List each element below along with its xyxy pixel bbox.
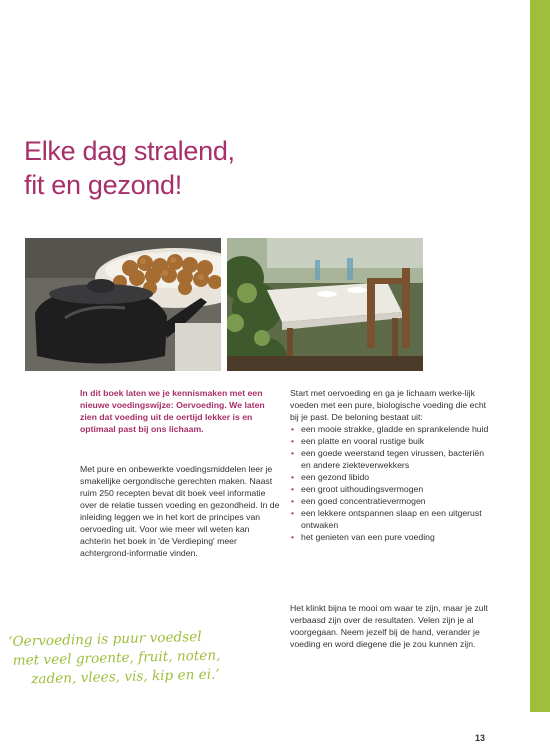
handwritten-quote bbox=[8, 626, 269, 690]
title-line-1: Elke dag stralend, bbox=[24, 136, 235, 166]
closing-paragraph: Het klinkt bijna te mooi om waar te zijn, maar je zult verbaasd zijn over de resultaten. Velen zijn je al voorgegaan. Neem jezelf bij de hand, verander je voeding en word diegene die je zou kunnen zijn. bbox=[290, 603, 488, 649]
benefit-item: • een platte en vooral rustige buik bbox=[290, 435, 495, 447]
quote-line-3: zaden, vlees, vis, kip en ei.’ bbox=[31, 666, 220, 688]
body-paragraph-left: Met pure en onbewerkte voedingsmiddelen leer je smakelijke oergondische gerechten maken. Naast ruim 250 recepten bevat dit boek veel informatie over de relatie tussen voeding en gezondheid. In de inleiding leggen we in het kort de principes van oervoeding uit. Voor wie meer wil weten kan achterin het boek in 'de Verdieping' meer achtergrond-informatie vinden. bbox=[80, 464, 280, 558]
title-line-2: fit en gezond! bbox=[24, 170, 182, 200]
intro-paragraph: In dit boek laten we je kennismaken met een nieuwe voedingswijze: Oervoeding. We laten zien dat voeding uit de oertijd lekker is en optimaal past bij ons lichaam. bbox=[80, 388, 265, 434]
benefit-item: • een groot uithoudingsvermogen bbox=[290, 483, 495, 495]
page-title bbox=[24, 134, 384, 202]
page-edge-green-bar bbox=[530, 0, 550, 712]
benefit-item: • een mooie strakke, gladde en sprankelende huid bbox=[290, 423, 495, 435]
benefits-lead: Start met oervoeding en ga je lichaam werke-lijk voeden met een pure, biologische voeding die echt bij je past. De beloning bestaat uit: bbox=[290, 388, 487, 422]
benefit-item: • een gezond libido bbox=[290, 471, 495, 483]
benefit-item: • een lekkere ontspannen slaap en een uitgerust ontwaken bbox=[290, 507, 495, 531]
body-column-right bbox=[290, 387, 495, 543]
quote-line-2: met veel groente, fruit, noten, bbox=[12, 647, 221, 669]
benefit-item: • een goede weerstand tegen virussen, bacteriën en andere ziekteverwekkers bbox=[290, 447, 495, 471]
benefit-item: • het genieten van een pure voeding bbox=[290, 531, 495, 543]
benefits-list bbox=[290, 423, 495, 543]
photo-teapot-walnuts bbox=[25, 238, 221, 371]
photo-garden-table bbox=[227, 238, 423, 371]
benefit-item: • een goed concentratievermogen bbox=[290, 495, 495, 507]
page-number: 13 bbox=[475, 733, 486, 743]
quote-line-1: ‘Oervoeding is puur voedsel bbox=[8, 628, 202, 650]
